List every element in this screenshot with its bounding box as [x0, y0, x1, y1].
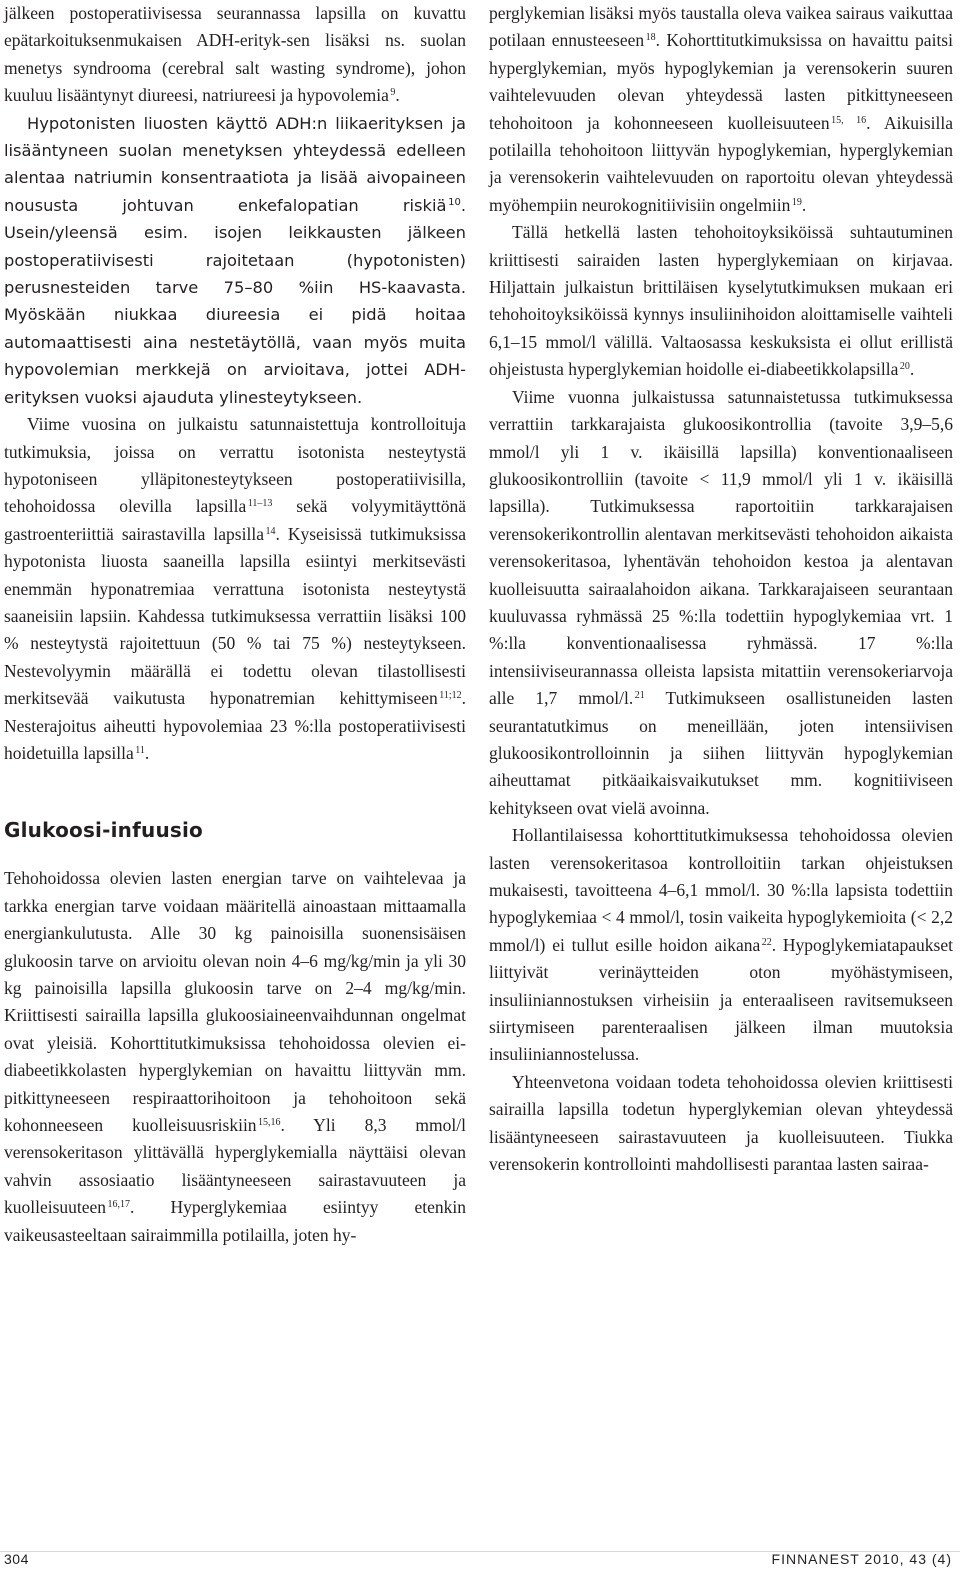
- paragraph: Hypotonisten liuosten käyttö ADH:n liikaerityksen ja lisääntyneen suolan menetyksen yhteydessä edelleen alentaa natriumin konsentraatiota ja lisää aivopaineen noususta johtuvan enkefalopatian riskiä $^{10}$. Usein/yleensä esim. isojen leikkausten jälkeen postoperatiivisesti rajoitetaan (hypotonisten) perusnesteiden tarve 75–80 %iin HS-kaavasta. Myöskään niukkaa diureesia ei pidä hoitaa automaattisesti aina nestetäytöllä, vaan myös muita hypovolemian merkkejä on arvioitava, jottei ADH-erityksen vuoksi ajauduta ylinesteytykseen.: [4, 113, 466, 407]
- citation: 16,17: [107, 1199, 131, 1211]
- citation: 11;12: [439, 690, 462, 702]
- citation: 11–13: [247, 498, 273, 510]
- citation: 11: [135, 744, 145, 756]
- paragraph: Yhteenvetona voidaan todeta tehohoidossa olevien kriittisesti sairailla lapsilla todetun hyperglykemian olevan yhteydessä lisääntyneeseen sairastavuuteen ja kuolleisuuteen. Tiukka verensokerin kontrollointi mahdollisesti parantaa lasten sairaa-: [489, 1071, 953, 1175]
- page-number: 304: [4, 1551, 29, 1567]
- paragraph: Hollantilaisessa kohorttitutkimuksessa tehohoidossa olevien lasten verensokeritasoa kontrolloitiin tarkan ohjeistuksen mukaisesti, tavoitteena 4–6,1 mmol/l. 30 %:lla lapsista todettiin hypoglykemiaa < 4 mmol/l, tosin vaikeita hypoglykemioita (< 2,2 mmol/l) ei tullut esille hoidon aikana $^{22}$. Hypoglykemiatapaukset liittyivät verinäytteiden oton myöhästymiseen, insuliiniannostuksen virheisiin ja enteraaliseen ravitsemukseen siirtymiseen parenteraalisen jälkeen ilman muutoksia insuliiniannostelussa.: [489, 825, 953, 1065]
- citation: 10: [448, 196, 461, 208]
- right-column: [489, 0, 953, 1178]
- paragraph: jälkeen postoperatiivisessa seurannassa lapsilla on kuvattu epätarkoituksenmukaisen ADH-erityk-sen lisäksi ns. suolan menetys syndrooma (cerebral salt wasting syndrome), johon kuuluu lisääntynyt diureesi, natriureesi ja hypovolemia $^9$.: [4, 3, 466, 106]
- citation: 15, 16: [831, 114, 867, 126]
- paragraph: Tällä hetkellä lasten tehohoitoyksiköissä suhtautuminen kriittisesti sairaiden lasten hyperglykemiaan on kirjavaa. Hiljattain julkaistun brittiläisen kyselytutkimuksen mukaan eri tehohoitoyksiköissä kynnys insuliinihoidon aloittamiselle vaihteli 6,1–15 mmol/l välillä. Valtaosassa keskuksista ei ollut erillistä ohjeistusta hyperglykemian hoidolle ei-diabeetikkolapsilla $^{20}$.: [489, 222, 953, 380]
- citation: 15,16: [258, 1117, 281, 1129]
- citation: 18: [645, 32, 656, 44]
- paragraph: Viime vuosina on julkaistu satunnaistettuja kontrolloituja tutkimuksia, joissa on verrattu isotonista nesteytystä hypotoniseen ylläpitonesteytykseen postoperatiivisilla, tehohoidossa olevilla lapsilla $^{11-13}$ sekä volyymitäyttönä gastroenteriittiä sairastavilla lapsilla $^{14}$. Kyseisissä tutkimuksissa hypotonista liuosta saaneilla lapsilla esiintyi merkitsevästi enemmän hyponatremiaa verrattuna isotonista nesteytystä saaneisiin lapsiin. Kahdessa tutkimuksessa verrattiin lisäksi 100 % nesteytystä rajoitettuun (50 % tai 75 %) nesteytykseen. Nestevolyymin määrällä ei todettu olevan tilastollisesti merkitsevää vaikutusta hyponatremian kehittymiseen $^{11;12}$. Nesterajoitus aiheutti hypovolemiaa 23 %:lla postoperatiivisesti hoidetuilla lapsilla $^{11}$.: [4, 414, 466, 763]
- left-column: [4, 0, 466, 1249]
- citation: 22: [761, 936, 772, 948]
- paragraph: perglykemian lisäksi myös taustalla oleva vaikea sairaus vaikuttaa potilaan ennusteeseen $^{18}$. Kohorttitutkimuksissa on havaittu paitsi hyperglykemian, myös hypoglykemian ja verensokerin suuren vaihtelevuuden olevan yhteydessä lasten pitkittyneeseen tehohoitoon ja kohonneeseen kuolleisuuteen $^{15, 16}$. Aikuisilla potilailla tehohoitoon liittyvän hypoglykemian, hyperglykemian ja verensokerin vaihtelevuuden on raportoitu olevan yhteydessä myöhempiin neurokognitiivisiin ongelmiin $^{19}$.: [489, 3, 953, 215]
- citation: 9: [390, 87, 396, 99]
- citation: 14: [265, 525, 276, 537]
- citation: 19: [791, 196, 802, 208]
- paragraph: Viime vuonna julkaistussa satunnaistetussa tutkimuksessa verrattiin tarkkarajaista glukoosikontrollia (tavoite 3,9–5,6 mmol/l yli 1 v. ikäisillä lapsilla) konventionaaliseen glukoosikontrolliin (tavoite < 11,9 mmol/l yli 1 v. ikäisillä lapsilla). Tutkimuksessa raportoitiin tarkkarajaisen verensokerikontrollin alentavan merkitsevästi tehohoidon aikaista verensokeritasoa, lyhentävän tehohoidon kestoa ja alentavan kuolleisuutta sairaalahoidon aikana. Tarkkarajaiseen seurantaan kuuluvassa ryhmässä 25 %:lla todettiin hypoglykemiaa vrt. 1 %:lla konventionaalisessa ryhmässä. 17 %:lla intensiiviseurannassa olleista lapsista mitattiin verensokeriarvoja alle 1,7 mmol/l. $^{21}$ Tutkimukseen osallistuneiden lasten seurantatutkimus on meneillään, joten intensiivisen glukoosikontrolloinnin ja siihen liittyvän hypoglykemian aiheuttamat pitkäaikaisvaikutukset mm. kognitiiviseen kehitykseen ovat vielä avoinna.: [489, 386, 953, 818]
- citation: 20: [899, 361, 910, 373]
- journal-reference: FINNANEST 2010, 43 (4): [771, 1551, 952, 1567]
- citation: 21: [634, 690, 645, 702]
- section-heading: Glukoosi-infuusio: [4, 818, 203, 843]
- paragraph: Tehohoidossa olevien lasten energian tarve on vaihtelevaa ja tarkka energian tarve voidaan määritellä ainoastaan mittaamalla energiankulutusta. Alle 30 kg painoisilla suonensisäisen glukoosin tarve on arvioitu olevan noin 4–6 mg/kg/min ja yli 30 kg painoisilla lapsilla glukoosin tarve on 2–4 mg/kg/min. Kriittisesti sairailla lapsilla glukoosiaineenvaihdunnan ongelmat ovat yleisiä. Kohorttitutkimuksissa tehohoidossa olevien ei-diabeetikkolasten hyperglykemian on havaittu liittyvän mm. pitkittyneeseen respiraattorihoitoon ja tehohoitoon sekä kohonneeseen kuolleisuusriskiin $^{15,16}$. Yli 8,3 mmol/l verensokeritason ylittävällä hyperglykemialla näyttäisi olevan vahvin assosiaatio lisääntyneeseen sairastavuuteen ja kuolleisuuteen $^{16,17}$. Hyperglykemiaa esiintyy etenkin vaikeusasteeltaan sairaimmilla potilailla, joten hy-: [4, 868, 466, 1245]
